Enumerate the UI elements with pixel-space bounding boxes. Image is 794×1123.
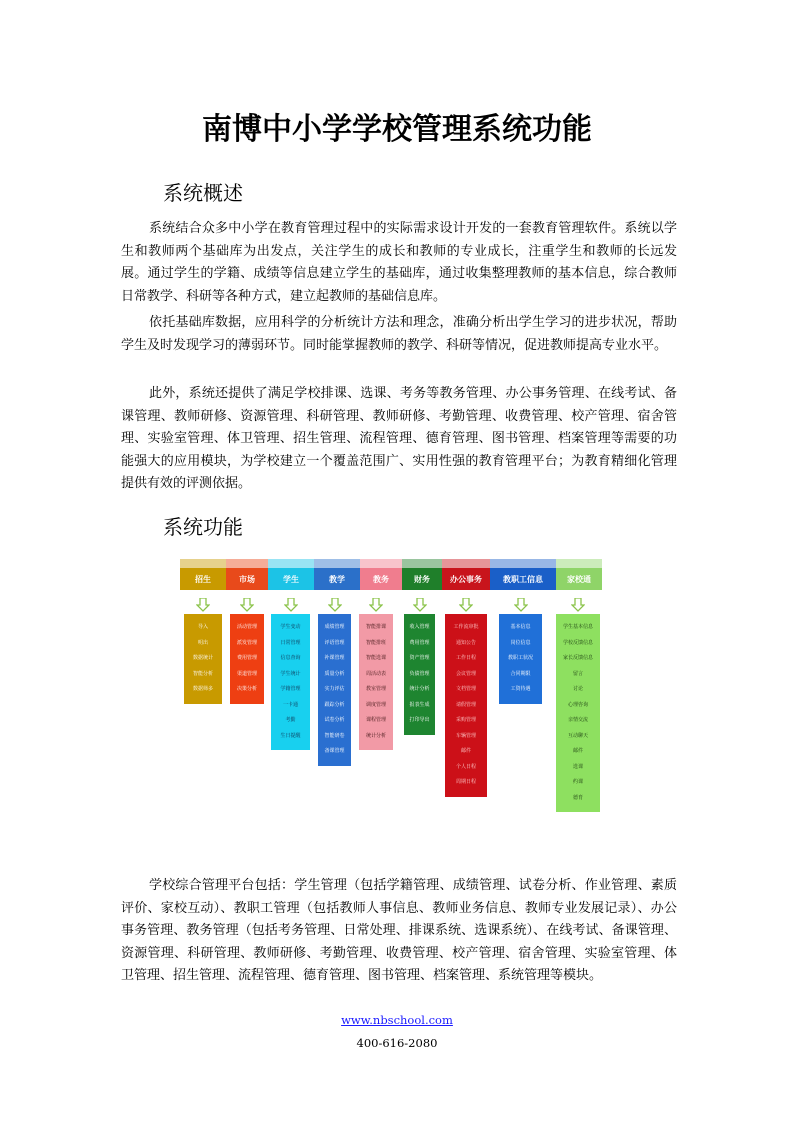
diagram-item: 互动聊天 bbox=[567, 732, 588, 739]
diagram-item: 费用管理 bbox=[236, 655, 257, 661]
diagram-header-1: 招生 bbox=[180, 568, 226, 590]
diagram-item: 决策分析 bbox=[236, 686, 257, 692]
diagram-item: 数据统计 bbox=[192, 655, 213, 661]
diagram-item: 教职工状况 bbox=[507, 655, 533, 661]
diagram-item: 智能选课 bbox=[365, 655, 386, 661]
down-arrow-icon bbox=[328, 598, 342, 612]
diagram-header-top bbox=[442, 559, 490, 568]
diagram-item: 备课管理 bbox=[324, 748, 345, 754]
diagram-item: 留言 bbox=[572, 670, 583, 677]
diagram-column-6 bbox=[404, 614, 435, 735]
paragraph-intro: 系统结合众多中小学在教育管理过程中的实际需求设计开发的一套教育管理软件。系统以学生和教师两个基础库为出发点，关注学生的成长和教师的专业成长，注重学生和教师的长远发展。通过学生的学籍、成绩等信息建立学生的基础库，通过收集整理教师的基本信息，综合教师日常教学、科研等各种方式，建立起教师的基础信息库。 bbox=[121, 221, 677, 304]
diagram-header-8: 教职工信息 bbox=[490, 568, 556, 590]
diagram-item: 工作流审批 bbox=[453, 624, 479, 630]
diagram-item: 一卡通 bbox=[282, 701, 298, 708]
diagram-column-9 bbox=[556, 614, 600, 812]
diagram-item: 统计分析 bbox=[409, 686, 430, 692]
diagram-item: 邮件 bbox=[572, 748, 583, 754]
diagram-item: 费用管理 bbox=[409, 639, 430, 646]
diagram-header-4: 教学 bbox=[314, 568, 360, 590]
diagram-header-top bbox=[556, 559, 602, 568]
diagram-column-4 bbox=[318, 614, 351, 766]
diagram-item: 智能排班 bbox=[365, 639, 386, 646]
diagram-item: 工作日程 bbox=[455, 655, 476, 661]
diagram-item: 成绩管理 bbox=[324, 624, 345, 630]
paragraph-analysis: 依托基础库数据，应用科学的分析统计方法和理念，准确分析出学生学习的进步状况，帮助学生及时发现学习的薄弱环节。同时能掌握教师的教学、科研等情况，促进教师提高专业水平。 bbox=[121, 315, 677, 353]
diagram-item: 工资待遇 bbox=[510, 686, 531, 692]
diagram-header-top bbox=[268, 559, 314, 568]
down-arrow-icon bbox=[571, 598, 585, 612]
diagram-header-top bbox=[180, 559, 226, 568]
diagram-item: 智能排课 bbox=[365, 624, 386, 630]
function-diagram bbox=[180, 556, 610, 816]
down-arrow-icon bbox=[514, 598, 528, 612]
paragraph-summary: 学校综合管理平台包括：学生管理（包括学籍管理、成绩管理、试卷分析、作业管理、素质评价、家校互动）、教职工管理（包括教师人事信息、教师业务信息、教师专业发展记录）、办公事务管理、教务管理（包括考务管理、日常处理、排课系统、选课系统）、在线考试、备课管理、资源管理、科研管理、教师研修、考勤管理、收费管理、校产管理、宿舍管理、实验室管理、体卫管理、招生管理、流程管理、德育管理、图书管理、档案管理、系统管理等模块。 bbox=[121, 878, 677, 984]
down-arrow-icon bbox=[459, 598, 473, 612]
diagram-item: 智能研卷 bbox=[324, 732, 345, 739]
diagram-item: 信息查询 bbox=[280, 655, 301, 661]
footer-phone: 400-616-2080 bbox=[356, 1036, 438, 1050]
diagram-column-3 bbox=[271, 614, 310, 750]
diagram-header-5: 教务 bbox=[360, 568, 402, 590]
section-heading-overview: 系统概述 bbox=[163, 181, 243, 205]
diagram-item: 智能分析 bbox=[192, 670, 213, 677]
diagram-header-6: 财务 bbox=[402, 568, 442, 590]
diagram-item: 课程管理 bbox=[365, 717, 386, 723]
diagram-item: 生日提醒 bbox=[280, 732, 301, 739]
diagram-item: 跟踪分析 bbox=[324, 701, 345, 708]
diagram-item: 选课 bbox=[572, 763, 583, 770]
diagram-item: 调度管理 bbox=[365, 701, 386, 708]
diagram-item: 采购管理 bbox=[455, 717, 476, 723]
diagram-item: 亲情交流 bbox=[567, 717, 588, 723]
diagram-item: 资产管理 bbox=[409, 655, 430, 661]
diagram-column-1 bbox=[184, 614, 222, 704]
diagram-column-5 bbox=[359, 614, 393, 750]
diagram-header-top bbox=[314, 559, 360, 568]
diagram-item: 导入 bbox=[197, 624, 208, 630]
diagram-item: 教室管理 bbox=[365, 686, 386, 692]
diagram-item: 打印导出 bbox=[409, 717, 430, 723]
diagram-item: 数据筛多 bbox=[192, 686, 213, 692]
diagram-item: 岗位信息 bbox=[510, 639, 531, 646]
down-arrow-icon bbox=[413, 598, 427, 612]
diagram-item: 收入管理 bbox=[409, 624, 430, 630]
diagram-column-7 bbox=[445, 614, 487, 797]
diagram-item: 会议管理 bbox=[455, 670, 476, 677]
down-arrow-icon bbox=[196, 598, 210, 612]
down-arrow-icon bbox=[284, 598, 298, 612]
diagram-item: 周期日程 bbox=[455, 779, 476, 785]
down-arrow-icon bbox=[240, 598, 254, 612]
diagram-item: 讨论 bbox=[572, 686, 583, 692]
diagram-item: 补课管理 bbox=[324, 655, 345, 661]
diagram-item: 家长反馈信息 bbox=[562, 655, 593, 661]
diagram-header-top bbox=[402, 559, 442, 568]
diagram-item: 质量分析 bbox=[324, 670, 345, 677]
diagram-header-3: 学生 bbox=[268, 568, 314, 590]
footer-website-link[interactable]: www.nbschool.com bbox=[341, 1013, 453, 1027]
diagram-header-9: 家校通 bbox=[556, 568, 602, 590]
diagram-header-top bbox=[360, 559, 402, 568]
diagram-item: 日常管理 bbox=[280, 639, 301, 646]
diagram-item: 学校反馈信息 bbox=[562, 639, 593, 646]
diagram-item: 渠道管理 bbox=[236, 670, 257, 677]
paragraph-modules: 此外，系统还提供了满足学校排课、选课、考务等教务管理、办公事务管理、在线考试、备课管理、教师研修、资源管理、科研管理、教师研修、考勤管理、收费管理、校产管理、宿舍管理、实验室管理、体卫管理、招生管理、流程管理、德育管理、图书管理、档案管理等需要的功能强大的应用模块，为学校建立一个覆盖范围广、实用性强的教育管理平台；为教育精细化管理提供有效的评测依据。 bbox=[121, 386, 677, 492]
diagram-item: 学生变动 bbox=[280, 624, 301, 630]
diagram-header-top bbox=[226, 559, 268, 568]
diagram-item: 基本信息 bbox=[510, 624, 531, 630]
diagram-item: 文档管理 bbox=[455, 686, 476, 692]
diagram-item: 个人日程 bbox=[455, 763, 476, 770]
diagram-item: 请假管理 bbox=[455, 701, 476, 708]
diagram-item: 学生基本信息 bbox=[562, 624, 593, 630]
diagram-item: 车辆管理 bbox=[455, 732, 476, 739]
diagram-item: 约课 bbox=[572, 779, 583, 785]
diagram-item: 负债管理 bbox=[409, 670, 430, 677]
diagram-column-8 bbox=[499, 614, 542, 704]
diagram-item: 学生统计 bbox=[280, 670, 301, 677]
diagram-item: 学籍管理 bbox=[280, 686, 301, 692]
diagram-item: 实力评估 bbox=[324, 686, 345, 692]
diagram-item: 明出 bbox=[197, 639, 208, 646]
diagram-item: 德育 bbox=[572, 794, 583, 801]
page-title: 南博中小学学校管理系统功能 bbox=[202, 112, 592, 147]
diagram-item: 合同期限 bbox=[510, 670, 531, 677]
diagram-item: 派发管理 bbox=[236, 639, 257, 646]
down-arrow-icon bbox=[369, 598, 383, 612]
diagram-header-top bbox=[490, 559, 556, 568]
diagram-item: 考勤 bbox=[285, 717, 296, 723]
section-heading-functions: 系统功能 bbox=[163, 515, 243, 539]
diagram-item: 邮件 bbox=[460, 748, 471, 754]
diagram-header-2: 市场 bbox=[226, 568, 268, 590]
diagram-column-2 bbox=[230, 614, 264, 704]
diagram-item: 活动管理 bbox=[236, 624, 257, 630]
diagram-item: 统计分析 bbox=[365, 732, 386, 739]
diagram-item: 报表生成 bbox=[409, 701, 430, 708]
diagram-item: 周活动表 bbox=[365, 670, 386, 677]
diagram-item: 评语管理 bbox=[324, 639, 345, 646]
diagram-item: 试卷分析 bbox=[324, 717, 345, 723]
diagram-header-7: 办公事务 bbox=[442, 568, 490, 590]
diagram-item: 心理咨询 bbox=[567, 701, 588, 708]
diagram-item: 通知公告 bbox=[455, 639, 476, 646]
